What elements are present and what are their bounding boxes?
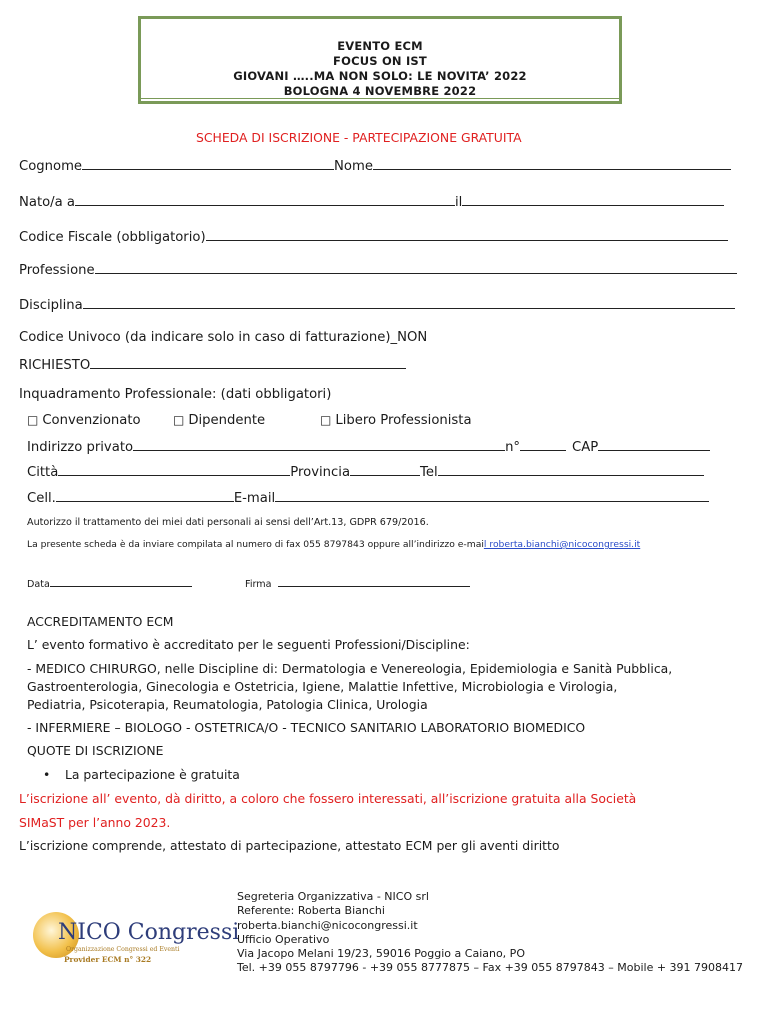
disciplina-field[interactable] — [83, 295, 735, 309]
cognome-label: Cognome — [19, 159, 83, 174]
checkbox-icon[interactable]: □ — [27, 413, 39, 427]
cap-label: CAP — [572, 440, 599, 455]
email-label: E-mail — [233, 491, 276, 506]
nome-label: Nome — [334, 159, 373, 174]
codice-fiscale-label: Codice Fiscale (obbligatorio) — [19, 230, 206, 245]
row-cell-email — [27, 488, 709, 506]
citta-field[interactable] — [58, 462, 290, 476]
indirizzo-field[interactable] — [133, 437, 505, 451]
option-convenzionato[interactable] — [27, 413, 141, 428]
codice-univoco-field[interactable] — [90, 355, 406, 369]
footer-line-2: Referente: Roberta Bianchi — [237, 904, 385, 918]
nome-field[interactable] — [373, 156, 731, 170]
convenzionato-label: Convenzionato — [42, 413, 141, 428]
gratuita-item: La partecipazione è gratuita — [65, 767, 240, 782]
invio-email-link[interactable]: l roberta.bianchi@nicocongressi.it — [483, 539, 641, 550]
data-field[interactable] — [50, 576, 192, 587]
row-richiesto — [19, 355, 406, 373]
tel-field[interactable] — [438, 462, 704, 476]
inquadramento-label: Inquadramento Professionale: (dati obbligatori) — [19, 387, 332, 402]
privacy-note: Autorizzo il trattamento dei miei dati personali ai sensi dell’Art.13, GDPR 679/2016. — [27, 517, 429, 528]
il-field[interactable] — [462, 192, 724, 206]
professione-label: Professione — [19, 263, 95, 278]
codice-univoco-label: Codice Univoco (da indicare solo in caso di fatturazione)_NON — [19, 330, 428, 345]
data-label: Data — [27, 579, 50, 590]
header-line-4: BOLOGNA 4 NOVEMBRE 2022 — [283, 84, 477, 98]
codice-fiscale-field[interactable] — [206, 227, 728, 241]
accreditamento-title: ACCREDITAMENTO ECM — [27, 614, 174, 629]
logo-name: NICO Congressi — [58, 920, 240, 945]
email-field[interactable] — [275, 488, 709, 502]
cell-field[interactable] — [56, 488, 234, 502]
cell-label: Cell. — [27, 491, 56, 506]
row-data — [27, 576, 192, 590]
footer-email[interactable]: roberta.bianchi@nicocongressi.it — [237, 918, 418, 932]
tel-label: Tel — [420, 465, 438, 480]
row-firma — [245, 576, 470, 590]
footer-contacts: Tel. +39 055 8797796 - +39 055 8777875 – Fax +39 055 8797843 – Mobile + 391 7908417 — [237, 961, 744, 975]
medico-line-1: - MEDICO CHIRURGO, nelle Discipline di: Dermatologia e Venereologia, Epidemiologia e Sanità Pubblica, — [27, 661, 673, 676]
footer-block — [237, 890, 743, 976]
disciplina-label: Disciplina — [19, 298, 83, 313]
row-indirizzo — [27, 437, 710, 455]
invio-text: La presente scheda è da inviare compilata al numero di fax 055 8797843 oppure all’indirizzo e-mai — [27, 539, 484, 550]
cognome-field[interactable] — [82, 156, 334, 170]
row-professione — [19, 260, 737, 278]
libero-label: Libero Professionista — [335, 413, 472, 428]
dipendente-label: Dipendente — [188, 413, 266, 428]
checkbox-icon[interactable]: □ — [320, 413, 332, 427]
header-line-3: GIOVANI …..MA NON SOLO: LE NOVITA’ 2022 — [233, 69, 527, 83]
altre-professioni: - INFERMIERE – BIOLOGO - OSTETRICA/O - TECNICO SANITARIO LABORATORIO BIOMEDICO — [27, 720, 586, 735]
bullet-icon: • — [43, 767, 51, 782]
form-title: SCHEDA DI ISCRIZIONE - PARTECIPAZIONE GRATUITA — [196, 130, 522, 145]
firma-label: Firma — [245, 579, 272, 590]
nato-label: Nato/a a — [19, 195, 75, 210]
medico-line-2: Gastroenterologia, Ginecologia e Ostetricia, Igiene, Malattie Infettive, Microbiologia e Virologia, — [27, 679, 618, 694]
option-dipendente[interactable] — [173, 413, 265, 428]
row-codice-fiscale — [19, 227, 728, 245]
provincia-field[interactable] — [350, 462, 420, 476]
checkbox-icon[interactable]: □ — [173, 413, 185, 427]
footer-address: Via Jacopo Melani 19/23, 59016 Poggio a Caiano, PO — [237, 947, 525, 961]
row-citta — [27, 462, 704, 480]
header-line-1: EVENTO ECM — [337, 39, 423, 53]
header-line-2: FOCUS ON IST — [333, 54, 427, 68]
il-label: il — [454, 195, 463, 210]
footer-line-1: Segreteria Organizzativa - NICO srl — [237, 890, 429, 903]
logo-subtitle: Organizzazione Congressi ed Eventi — [66, 946, 180, 953]
event-header-box — [138, 16, 622, 104]
provincia-label: Provincia — [290, 465, 351, 480]
nato-field[interactable] — [75, 192, 455, 206]
simast-line-1: L’iscrizione all’ evento, dà diritto, a coloro che fossero interessati, all’iscrizione gratuita alla Società — [19, 791, 637, 806]
option-libero-professionista[interactable] — [320, 413, 472, 428]
citta-label: Città — [27, 465, 59, 480]
richiesto-label: RICHIESTO — [19, 358, 91, 373]
simast-line-2: SIMaST per l’anno 2023. — [19, 815, 171, 830]
row-cognome-nome — [19, 156, 731, 174]
indirizzo-label: Indirizzo privato — [27, 440, 134, 455]
row-disciplina — [19, 295, 735, 313]
cap-field[interactable] — [598, 437, 710, 451]
accreditamento-intro: L’ evento formativo è accreditato per le seguenti Professioni/Discipline: — [27, 637, 470, 652]
firma-field[interactable] — [278, 576, 470, 587]
quote-title: QUOTE DI ISCRIZIONE — [27, 743, 164, 758]
numero-label: n° — [505, 440, 521, 455]
logo-provider: Provider ECM n° 322 — [64, 955, 152, 964]
medico-line-3: Pediatria, Psicoterapia, Reumatologia, Patologia Clinica, Urologia — [27, 697, 428, 712]
row-nato — [19, 192, 724, 210]
comprende-line: L’iscrizione comprende, attestato di partecipazione, attestato ECM per gli aventi diritto — [19, 838, 560, 853]
footer-line-4: Ufficio Operativo — [237, 932, 330, 946]
numero-field[interactable] — [520, 437, 566, 451]
invio-note — [27, 539, 640, 550]
professione-field[interactable] — [95, 260, 737, 274]
